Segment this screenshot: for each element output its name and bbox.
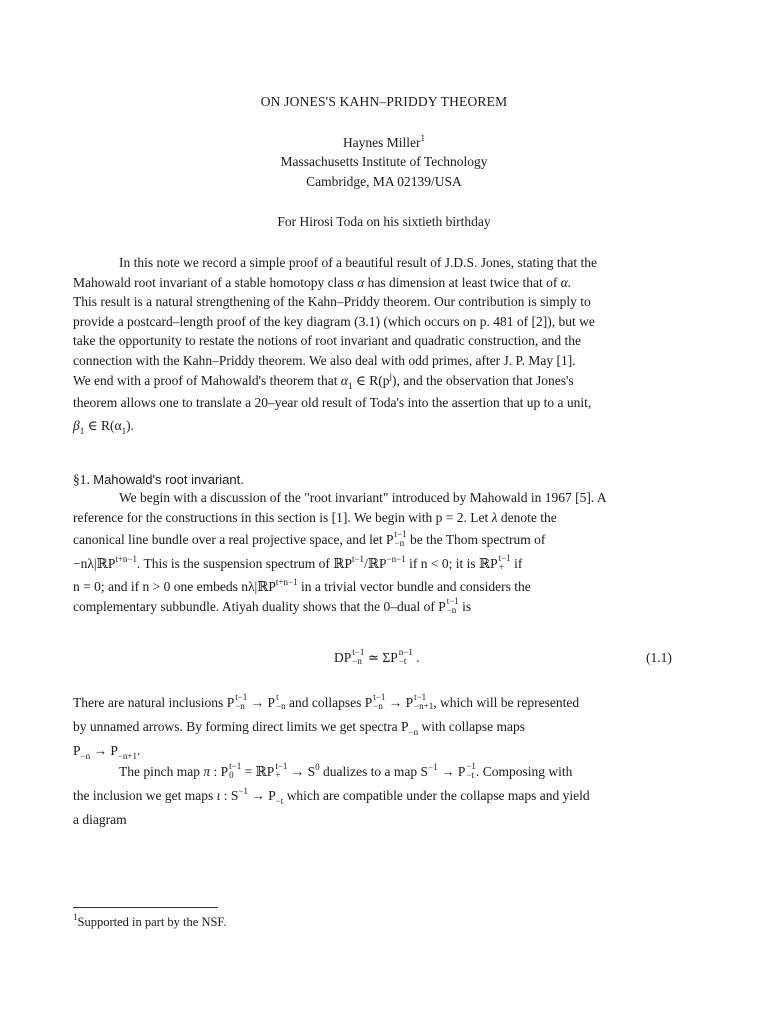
s2-line [73, 762, 693, 782]
text-run: The pinch map [119, 764, 200, 780]
text-run: denote the [500, 509, 557, 525]
intro-paragraph [73, 253, 693, 435]
subscript: −n+1 [117, 750, 138, 761]
superscript: j [389, 370, 393, 381]
text-run: = ℝP [241, 764, 275, 780]
text-run: dualizes to a map S [323, 764, 429, 780]
footnote-rule [73, 907, 218, 908]
RP-symbol: ℝP [333, 556, 352, 572]
subscript: −n [235, 700, 245, 711]
s1-line [73, 577, 693, 597]
script-stack [229, 762, 241, 780]
subscript: −t [466, 770, 474, 780]
script-stack [399, 648, 413, 666]
superscript: t+n−1 [115, 554, 137, 565]
superscript: −n−1 [386, 554, 406, 565]
section-title: Mahowald's root invariant. [93, 472, 244, 487]
section1-paragraph [73, 488, 693, 617]
s1-line: We begin with a discussion of the "root invariant" introduced by Mahowald in 1967 [5]. A [119, 490, 607, 505]
subscript: + [498, 562, 504, 572]
subscript: 1 [121, 425, 127, 436]
superscript: t−1 [352, 647, 365, 657]
s1-line [73, 554, 693, 574]
intro-line [73, 371, 693, 391]
subscript: 1 [348, 380, 353, 391]
intro-line [73, 273, 693, 293]
text-run: −nλ|ℝP [73, 556, 116, 572]
text-run: ∈ R(p [352, 372, 390, 388]
P-symbol: P [267, 695, 276, 710]
text-run: the inclusion we get maps [73, 788, 214, 803]
P-symbol: P [364, 695, 373, 710]
arrow-symbol: → [250, 695, 265, 710]
superscript: t−1 [446, 595, 459, 606]
subscript: −n [446, 604, 457, 615]
equation-lhs: DP [334, 650, 352, 666]
address: Cambridge, MA 02139/USA [306, 174, 462, 189]
text-run: reference for the constructions in this section is [1]. We begin with p = 2. Let [73, 509, 489, 525]
text-run: Mahowald root invariant of a stable homotopy class [73, 274, 354, 290]
text-run: in a trivial vector bundle and considers the [300, 579, 531, 594]
script-stack [275, 762, 287, 780]
text-run: and collapses [289, 695, 362, 710]
P-symbol: P [385, 532, 394, 548]
script-stack [466, 762, 476, 780]
text-run: if n < 0; it is [409, 556, 476, 572]
subscript: 1 [79, 425, 85, 436]
text-run: if [514, 556, 523, 572]
script-stack [276, 693, 286, 711]
superscript: t [276, 691, 279, 702]
superscript: −1 [428, 762, 438, 773]
superscript: −1 [238, 786, 248, 796]
subscript: −n [373, 700, 383, 711]
script-stack [447, 597, 459, 615]
text-run: → P [247, 788, 276, 803]
text-run: has dimension at least twice that of [367, 274, 558, 290]
intro-line: provide a postcard–length proof of the key diagram (3.1) (which occurs on p. 481 of [2]), but we [73, 313, 595, 329]
intro-line [73, 416, 693, 436]
subscript: −n+1 [414, 700, 434, 711]
superscript: t−1 [414, 691, 427, 702]
s1-line [73, 508, 693, 528]
equation-relation: ≃ ΣP [367, 650, 398, 666]
pi-symbol: π [203, 764, 211, 780]
equation-body [334, 647, 420, 668]
lambda-symbol: λ [491, 509, 498, 525]
subscript: 0 [229, 770, 234, 780]
s1-line [73, 597, 693, 617]
dedication: For Hirosi Toda on his sixtieth birthday [277, 214, 491, 229]
s2-line: a diagram [73, 811, 127, 827]
alpha-symbol: α [340, 372, 348, 388]
superscript: t+n−1 [275, 577, 298, 587]
script-stack [352, 648, 364, 666]
s2-line [73, 717, 693, 737]
section-heading [73, 470, 693, 490]
s2-line [73, 693, 693, 713]
text-run: by unnamed arrows. By forming direct limits we get spectra P [73, 718, 409, 734]
text-run: complementary subbundle. Atiyah duality shows that the 0–dual of [73, 598, 435, 614]
text-run: . Composing with [475, 764, 573, 780]
footnote-mark: 1 [73, 912, 78, 922]
author-footnote-mark: 1 [420, 133, 426, 143]
text-run: n = 0; and if n > 0 one embeds nλ|ℝP [73, 579, 276, 594]
section1-paragraph-2 [73, 693, 693, 829]
P-symbol: P [438, 598, 446, 614]
text-run: be the Thom spectrum of [409, 532, 546, 548]
superscript: t−1 [351, 554, 365, 565]
arrow-symbol: → [388, 695, 403, 710]
text-run: with collapse maps [421, 718, 525, 734]
intro-line: theorem allows one to translate a 20–year old result of Toda's into the assertion that up to a unit, [73, 395, 592, 411]
text-run: ). [126, 417, 134, 433]
text-run: → P [90, 742, 118, 758]
affiliation: Massachusetts Institute of Technology [280, 154, 488, 169]
iota-symbol: ι [216, 788, 221, 803]
text-run: , which will be represented [433, 695, 580, 710]
superscript: t−1 [275, 761, 288, 771]
section-number: §1. [73, 472, 90, 487]
alpha-symbol: α [357, 274, 365, 290]
script-stack [373, 693, 385, 711]
P-symbol: P [226, 695, 235, 710]
script-stack [395, 530, 407, 548]
script-stack [235, 693, 247, 711]
text-run: ∈ R(α [84, 417, 122, 433]
text-run: /ℝP [364, 556, 387, 572]
text-run: → S [287, 764, 316, 780]
author-name: Haynes Miller [342, 135, 421, 150]
beta-symbol: β [73, 417, 80, 433]
subscript: + [275, 770, 281, 780]
text-run: : P [210, 764, 229, 780]
subscript: −n [394, 538, 405, 549]
text-run: . [137, 742, 141, 758]
s2-line [73, 741, 693, 761]
alpha-symbol: α. [560, 274, 572, 290]
intro-line: take the opportunity to restate the notions of root invariant and quadratic construction, and the [73, 333, 581, 349]
script-stack [414, 693, 433, 711]
equation-number: (1.1) [646, 650, 672, 665]
superscript: t−1 [373, 691, 386, 702]
intro-line: connection with the Kahn–Priddy theorem. We also deal with odd primes, after J. P. May [1]. [73, 352, 576, 368]
subscript: −n [408, 726, 419, 737]
footnote [73, 912, 227, 930]
superscript: t−1 [229, 761, 242, 771]
paper-title: ON JONES'S KAHN–PRIDDY THEOREM [260, 94, 508, 109]
subscript: −t [398, 656, 407, 666]
text-run: . This is the suspension spectrum of [137, 556, 330, 572]
s2-line [73, 786, 693, 806]
text-run: ), and the observation that Jones's [392, 372, 574, 388]
RP-symbol: ℝP [478, 556, 498, 572]
text-run: which are compatible under the collapse maps and yield [286, 788, 590, 803]
subscript: −t [275, 796, 284, 806]
superscript: t−1 [394, 529, 407, 540]
subscript: −n [352, 656, 362, 666]
superscript: −1 [466, 761, 476, 771]
superscript: t−1 [498, 553, 511, 563]
text-run: canonical line bundle over a real projective space, and let [73, 532, 383, 548]
superscript: n−1 [398, 647, 413, 657]
s1-line [73, 530, 693, 550]
text-run: We end with a proof of Mahowald's theorem that [73, 372, 338, 388]
intro-line: In this note we record a simple proof of a beautiful result of J.D.S. Jones, stating that the [119, 255, 598, 270]
author-line [0, 135, 768, 151]
script-stack [499, 554, 511, 572]
subscript: −n [80, 750, 91, 761]
text-run: There are natural inclusions [73, 695, 224, 710]
superscript: t−1 [235, 691, 248, 702]
text-run: . [412, 650, 420, 666]
text-run: : S [220, 788, 239, 803]
subscript: −n [276, 700, 286, 711]
superscript: 0 [315, 762, 320, 773]
P-symbol: P [405, 695, 414, 710]
text-run: P [73, 742, 81, 758]
text-run: → P [437, 764, 466, 780]
text-run: is [462, 598, 472, 614]
intro-line: This result is a natural strengthening of the Kahn–Priddy theorem. Our contribution is simply to [73, 294, 591, 310]
footnote-text: Supported in part by the NSF. [77, 915, 227, 929]
